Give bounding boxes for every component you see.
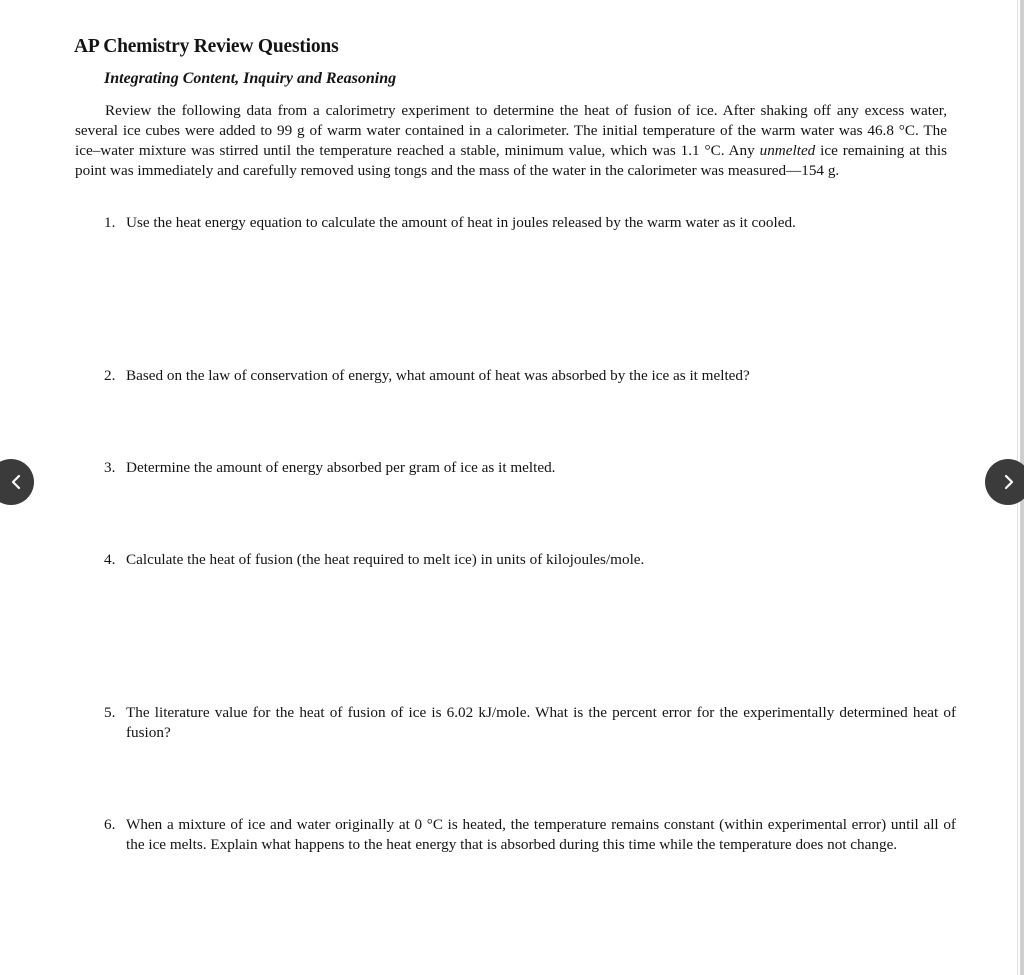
next-page-button[interactable] xyxy=(985,459,1024,505)
question-5 xyxy=(104,703,956,743)
question-number: 6. xyxy=(104,816,116,833)
question-number: 4. xyxy=(104,551,116,568)
intro-text-part1: Review the following data from a calorimetry experiment to determine the heat of fusion of ice. After shaking off any excess water, several ice cubes were added to 99 g of warm water contained in a calorimeter. The initial temperature of the warm water was 46.8 °C. The ice–water mixture was stirred until the temperature reached a stable, minimum value, which was 1.1 °C. Any xyxy=(75,102,947,159)
chevron-right-icon xyxy=(999,473,1017,491)
intro-emphasis: unmelted xyxy=(759,142,816,159)
question-3 xyxy=(104,458,956,478)
question-text: Use the heat energy equation to calculate the amount of heat in joules released by the warm water as it cooled. xyxy=(126,214,796,231)
question-6 xyxy=(104,815,956,855)
page-title: AP Chemistry Review Questions xyxy=(74,36,339,57)
question-number: 5. xyxy=(104,704,116,721)
section-subtitle: Integrating Content, Inquiry and Reasoning xyxy=(104,70,397,87)
question-text: The literature value for the heat of fusion of ice is 6.02 kJ/mole. What is the percent error for the experimentally determined heat of fusion? xyxy=(126,704,956,741)
intro-text-part2: ice remaining at this point was immediately and carefully removed using tongs and the mass of the water in the calorimeter was measured—154 g. xyxy=(75,142,947,179)
question-4 xyxy=(104,550,956,570)
question-number: 2. xyxy=(104,367,116,384)
previous-page-button[interactable] xyxy=(0,459,34,505)
question-1 xyxy=(104,213,956,233)
chevron-left-icon xyxy=(8,473,26,491)
question-2 xyxy=(104,366,956,386)
question-number: 3. xyxy=(104,459,116,476)
question-text: Calculate the heat of fusion (the heat required to melt ice) in units of kilojoules/mole. xyxy=(126,551,645,568)
question-text: Determine the amount of energy absorbed per gram of ice as it melted. xyxy=(126,459,556,476)
question-text: Based on the law of conservation of energy, what amount of heat was absorbed by the ice as it melted? xyxy=(126,367,750,384)
question-number: 1. xyxy=(104,214,116,231)
intro-paragraph xyxy=(75,101,947,181)
question-text: When a mixture of ice and water originally at 0 °C is heated, the temperature remains constant (within experimental error) until all of the ice melts. Explain what happens to the heat energy that is absorbed during this time while the temperature does not change. xyxy=(126,816,956,853)
